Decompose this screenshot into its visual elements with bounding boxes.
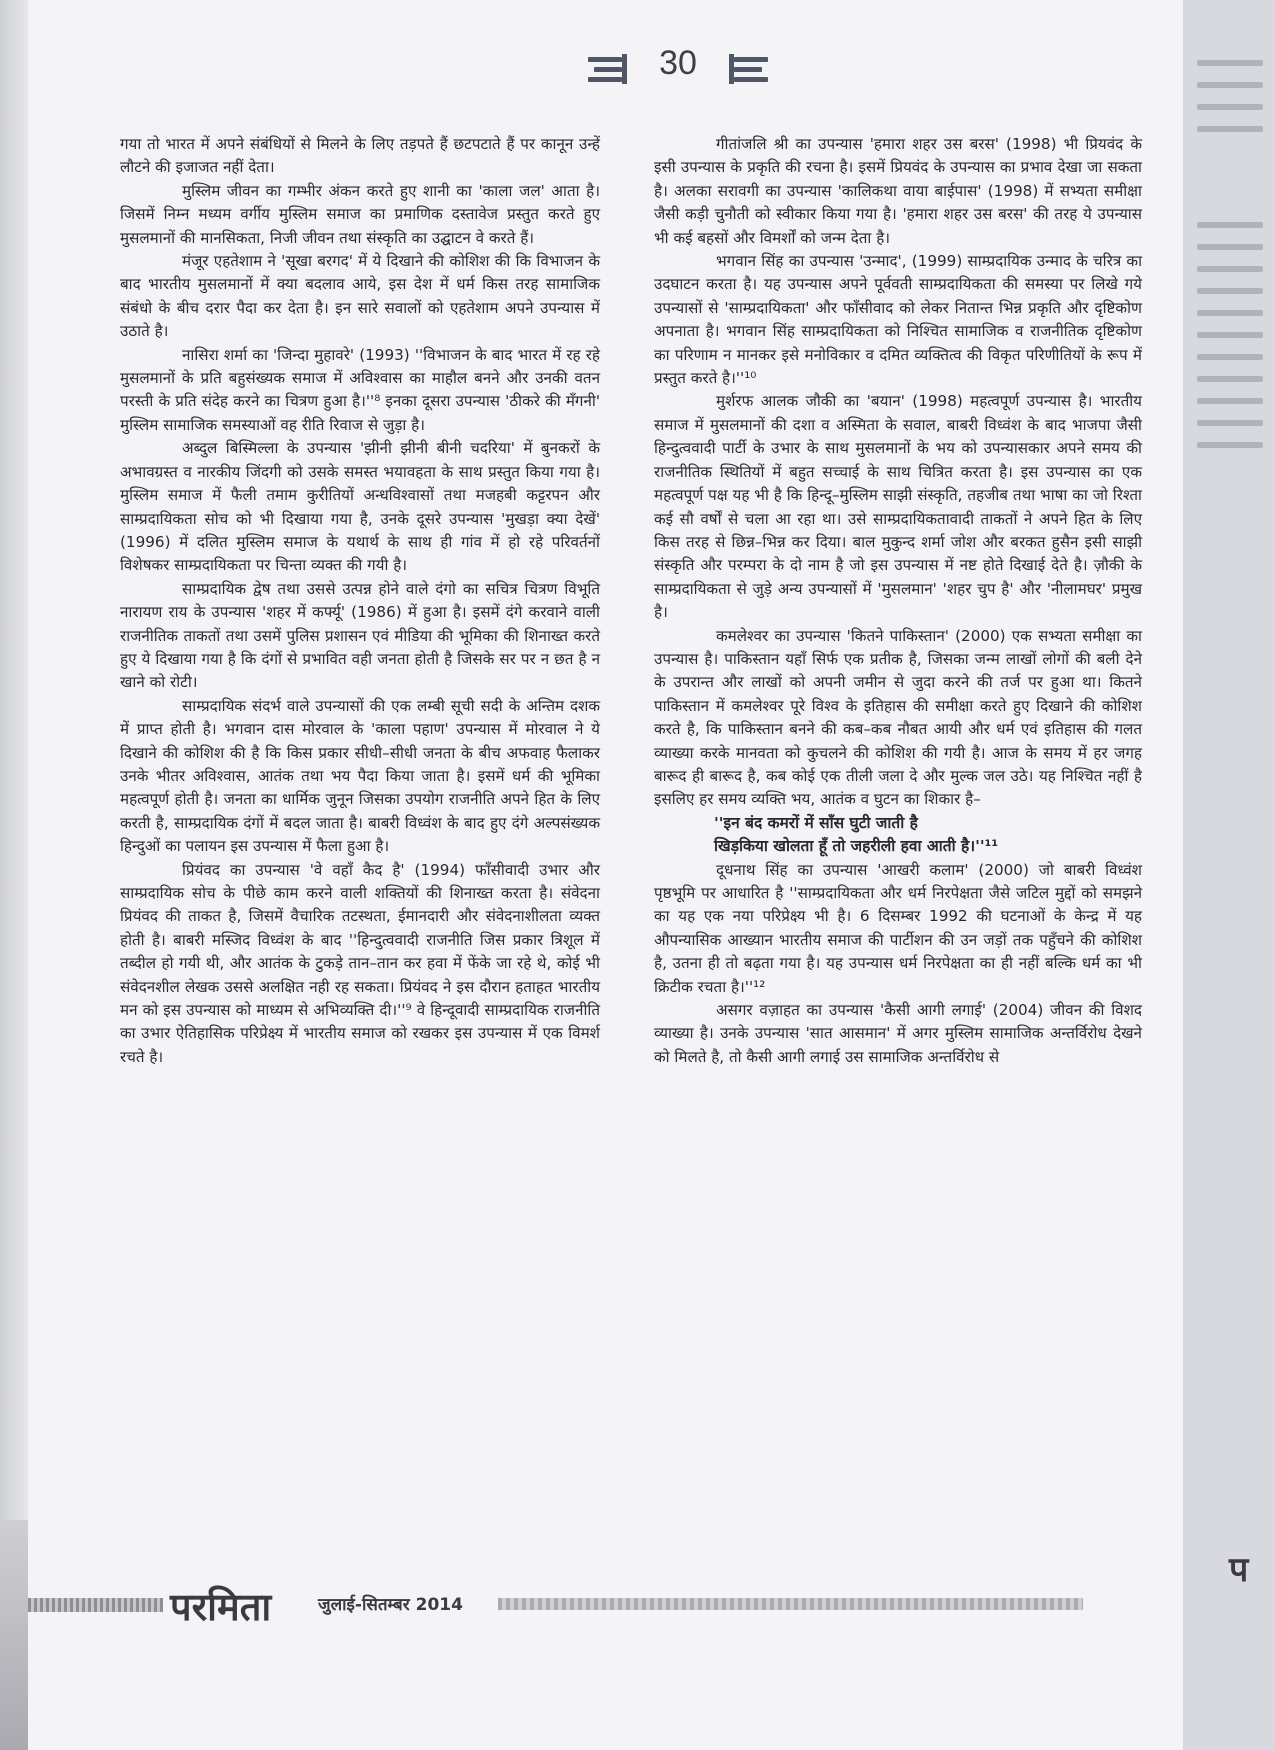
page-footer xyxy=(28,1578,1183,1638)
paragraph: भगवान सिंह का उपन्यास 'उन्माद', (1999) साम्प्रदायिक उन्माद के चरित्र का उदघाटन करता है। यह उपन्यास अपने पूर्ववती साम्प्रदायिकता की समस्या पर लिखे गये उपन्यासों से 'साम्प्रदायिकता' और फाँसीवाद को लेकर नितान्त भिन्न प्रकृति और दृष्टिकोण अपनाता है। भगवान सिंह साम्प्रदायिकता को निश्चित सामाजिक व राजनीतिक दृष्टिकोण का परिणाम न मानकर इसे मनोविकार व दमित व्यक्तित्व की विकृत परिणीतियों के रूप में प्रस्तुत करते है।''¹⁰ xyxy=(654,252,1142,388)
left-text-column xyxy=(120,133,600,1069)
poem-quote-line: खिड़किया खोलता हूँ तो जहरीली हवा आती है।''¹¹ xyxy=(714,837,999,856)
paragraph: कमलेश्वर का उपन्यास 'कितने पाकिस्तान' (2000) एक सभ्यता समीक्षा का उपन्यास है। पाकिस्तान यहाँ सिर्फ एक प्रतीक है, जिसका जन्म लाखों लोगों की बली देने के उपरान्त और लाखों को अपनी जमीन से जुदा करने की तर्ज पर हुआ था। कितने पाकिस्तान में कमलेश्वर पूरे विश्व के इतिहास की समीक्षा करते हुए दिखाने की कोशिश करते है, कि पाकिस्तान बनने की कब–कब नौबत आयी और धर्म एवं इतिहास की गलत व्याख्या करके मानवता को कुचलने की कोशिश की गयी है। आज के समय में हर जगह बारूद ही बारूद है, कब कोई एक तीली जला दे और मुल्क जल उठे। यह निश्चित नहीं है इसलिए हर समय व्यक्ति भय, आतंक व घुटन का शिकार है– xyxy=(654,626,1142,809)
page-number-header xyxy=(588,40,768,100)
adjacent-page-edge xyxy=(1181,0,1275,1750)
paragraph: साम्प्रदायिक संदर्भ वाले उपन्यासों की एक लम्बी सूची सदी के अन्तिम दशक में प्राप्त होती है। भगवान दास मोरवाल के 'काला पहाण' उपन्यास में मोरवाल ने ये दिखाने की कोशिश की है कि किस प्रकार सीधी–सीधी जनता के बीच अफवाह फैलाकर उनके भीतर अविश्वास, आतंक तथा भय पैदा किया जाता है। इसमें धर्म की भूमिका महत्वपूर्ण होती है। जनता का धार्मिक जुनून जिसका उपयोग राजनीति अपने हित के लिए करती है, साम्प्रदायिक दंगों में बदल जाता है। बाबरी विध्वंश के बाद हुए दंगे अल्पसंख्यक हिन्दुओं का पलायन इस उपन्यास में फैला हुआ है। xyxy=(120,696,600,856)
page-number: 30 xyxy=(659,44,697,82)
book-spine-left xyxy=(0,0,28,1750)
magazine-logo: परमिता xyxy=(170,1584,272,1629)
issue-date: जुलाई-सितम्बर 2014 xyxy=(318,1595,463,1615)
right-text-column xyxy=(654,133,1142,1069)
poem-quote-line: ''इन बंद कमरों में साँस घुटी जाती है xyxy=(714,813,918,832)
paragraph: प्रियंवद का उपन्यास 'वे वहाँ कैद है' (1994) फाँसीवादी उभार और साम्प्रदायिक सोच के पीछे काम करने वाली शक्तियों की शिनाख्त करता है। संवेदना प्रियंवद की ताकत है, जिसमें वैचारिक तटस्थता, ईमानदारी और संवेदनाशीलता व्यक्त होती है। बाबरी मस्जिद विध्वंश के बाद ''हिन्दुत्ववादी राजनीति जिस प्रकार त्रिशूल में तब्दील हो गयी थी, और आतंक के टुकड़े तान–तान कर हवा में फेंके जा रहे थे, कोई भी संवेदनशील लेखक उससे अलक्षित नही रह सकता। प्रियंवद ने इस दौरान हताहत भारतीय मन को इस उपन्यास को माध्यम से अभिव्यक्ति दी।''⁹ वे हिन्दूवादी साम्प्रदायिक राजनीति का उभार ऐतिहासिक परिप्रेक्ष्य में भारतीय समाज को रखकर इस उपन्यास में एक विमर्श रचते है। xyxy=(120,860,600,1066)
paragraph: असगर वज़ाहत का उपन्यास 'कैसी आगी लगाई' (2004) जीवन की विशद व्याख्या है। उनके उपन्यास 'सात आसमान' में अगर मुस्लिम सामाजिक अन्तर्विरोध देखने को मिलते है, तो कैसी आगी लगाई उस सामाजिक अन्तर्विरोध से xyxy=(654,1001,1142,1066)
paragraph: साम्प्रदायिक द्वेष तथा उससे उत्पन्न होने वाले दंगो का सचित्र चित्रण विभूति नारायण राय के उपन्यास 'शहर में कर्फ्यू' (1986) में हुआ है। इसमें दंगे करवाने वाली राजनीतिक ताकतों तथा उसमें पुलिस प्रशासन एवं मीडिया की भूमिका की शिनाख्त करते हुए ये दिखाया गया है कि दंगों से प्रभावित वही जनता होती है जिसके सर पर न छत है न खाने को रोटी। xyxy=(120,579,600,692)
header-ornament-right xyxy=(734,54,768,84)
paragraph: गया तो भारत में अपने संबंधियों से मिलने के लिए तड़पते हैं छटपटाते हैं पर कानून उन्हें लौटने की इजाजत नहीं देता। xyxy=(120,135,600,177)
paragraph: नासिरा शर्मा का 'जिन्दा मुहावरे' (1993) ''विभाजन के बाद भारत में रह रहे मुसलमानों के प्रति बहुसंख्यक समाज में अविश्वास का माहौल बनने और उनकी वतन परस्ती के प्रति संदेह करने का चित्रण हुआ है।''⁸ इनका दूसरा उपन्यास 'ठीकरे की मँगनी' मुस्लिम सामाजिक समस्याओं वह रीति रिवाज से जुड़ा है। xyxy=(120,345,600,434)
footer-band-left xyxy=(28,1598,163,1612)
paragraph: मंजूर एहतेशाम ने 'सूखा बरगद' में ये दिखाने की कोशिश की कि विभाजन के बाद भारतीय मुसलमानों में क्या बदलाव आये, इस देश में धर्म किस तरह सामाजिक संबंधो के बीच दरार पैदा कर देता है। इन सारे सवालों को एहतेशाम अपने उपन्यास में उठाते है। xyxy=(120,252,600,341)
paragraph: गीतांजलि श्री का उपन्यास 'हमारा शहर उस बरस' (1998) भी प्रियवंद के इसी उपन्यास के प्रकृति की रचना है। इसमें प्रियवंद के उपन्यास का प्रभाव देखा जा सकता है। अलका सरावगी का उपन्यास 'कालिकथा वाया बाईपास' (1998) में सभ्यता समीक्षा जैसी कड़ी चुनौती को स्वीकार किया गया है। 'हमारा शहर उस बरस' की तरह ये उपन्यास भी कई बहसों और विमर्शों को जन्म देता है। xyxy=(654,135,1142,247)
paragraph: अब्दुल बिस्मिल्ला के उपन्यास 'झीनी झीनी बीनी चदरिया' में बुनकरों के अभावग्रस्त व नारकीय जिंदगी को उसके समस्त भयावहता के साथ प्रस्तुत किया गया है। मुस्लिम समाज में फैली तमाम कुरीतियों अन्धविश्वासों तथा मजहबी कट्टरपन और साम्प्रदायिकता सोच को भी दिखाया गया है, उनके दूसरे उपन्यास 'मुखड़ा क्या देखें' (1996) में दलित मुस्लिम समाज के यथार्थ के साथ ही गांव में हो रहे परिवर्तनों विशेषकर साम्प्रदायिकता पर चिन्ता व्यक्त की गयी है। xyxy=(120,439,600,575)
paragraph: दूधनाथ सिंह का उपन्यास 'आखरी कलाम' (2000) जो बाबरी विध्वंश पृष्ठभूमि पर आधारित है ''साम्प्रदायिकता और धर्म निरपेक्षता जैसे जटिल मुद्दों को समझने का यह एक नया परिप्रेक्ष्य भी है। 6 दिसम्बर 1992 की घटनाओं के केन्द्र में यह औपन्यासिक आख्यान भारतीय समाज की पार्टीशन की उन जड़ों तक पहुँचने की कोशिश है, उतना ही तो बढ़ता गया है। यह उपन्यास धर्म निरपेक्षता का ही नहीं बल्कि धर्म का भी क्रिटीक रचता है।''¹² xyxy=(654,860,1142,996)
paragraph: मुर्शरफ आलक जौकी का 'बयान' (1998) महत्वपूर्ण उपन्यास है। भारतीय समाज में मुसलमानों की दशा व अस्मिता के सवाल, बाबरी विध्वंश के बाद भाजपा जैसी हिन्दुत्ववादी पार्टी के उभार के साथ मुसलमानों के भय को उपन्यासकार अपने समय की राजनीतिक स्थितियों में बहुत सच्चाई के साथ चित्रित करता है। इस उपन्यास का एक महत्वपूर्ण पक्ष यह भी है कि हिन्दू–मुस्लिम साझी संस्कृति, तहजीब तथा भाषा का जो रिश्ता कई सौ वर्षों से चला आ रहा था। उसे साम्प्रदायिकतावादी ताकतों ने अपने हित के लिए किस तरह से छिन्न–भिन्न कर दिया। बाल मुकुन्द शर्मा जोश और बरकत हुसैन इसी साझी संस्कृति और परम्परा के दो नाम है जो इस उपन्यास में नष्ट होते दिखाई देते है। ज़ौकी के साम्प्रदायिकता से जुड़े अन्य उपन्यासों में 'मुसलमान' 'शहर चुप है' और 'नीलामघर' प्रमुख है। xyxy=(654,392,1142,622)
footer-band-right xyxy=(498,1598,1083,1610)
header-ornament-left xyxy=(588,54,622,84)
paragraph: मुस्लिम जीवन का गम्भीर अंकन करते हुए शानी का 'काला जल' आता है। जिसमें निम्न मध्यम वर्गीय मुस्लिम समाज का प्रमाणिक दस्तावेज प्रस्तुत करते हुए मुसलमानों की मानसिकता, निजी जीवन तथा संस्कृति का उद्घाटन वे करते हैं। xyxy=(120,181,600,247)
adjacent-page-logo: प xyxy=(1229,1550,1249,1590)
